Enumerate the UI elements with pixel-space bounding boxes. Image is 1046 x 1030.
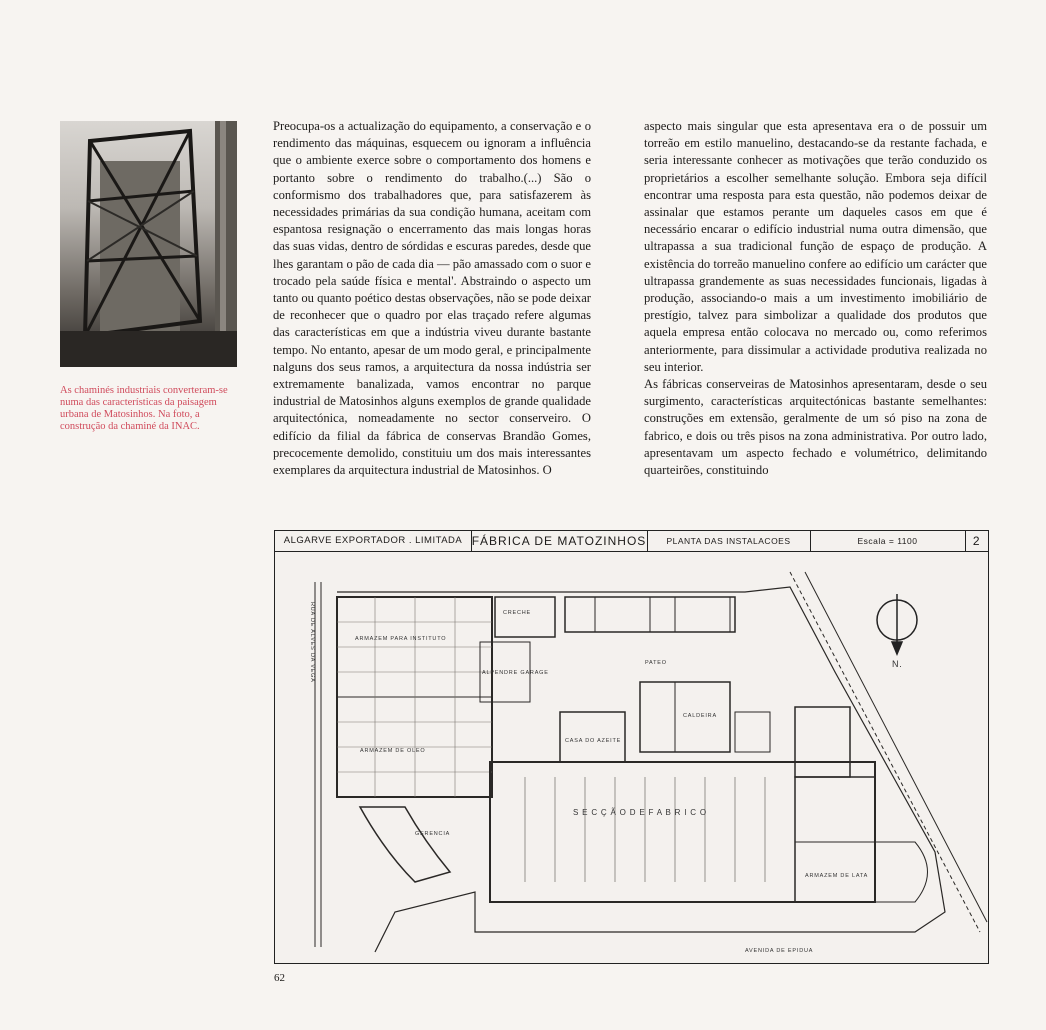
plan-company: ALGARVE EXPORTADOR . LIMITADA [275, 531, 472, 551]
plan-label-armazem-instituto: ARMAZEM PARA INSTITUTO [355, 636, 447, 642]
plan-label-street-left: RUA DE ALVES DA VEGA [309, 602, 315, 683]
plan-drawing [275, 552, 988, 963]
plan-label-seccao-fabrico: S E C Ç Ã O D E F A B R I C O [573, 808, 707, 817]
plan-label-armazem-lata: ARMAZEM DE LATA [805, 873, 869, 879]
photo-caption: As chaminés industriais converteram-se numa das características da paisagem urbana de Matosinhos. Na foto, a construção da chaminé da INAC. [60, 385, 228, 432]
page-number: 62 [274, 972, 285, 984]
factory-floor-plan [274, 530, 989, 964]
plan-label-gerencia: GERENCIA [415, 831, 451, 837]
text-column-left [273, 118, 591, 479]
plan-label-caldeira: CALDEIRA [683, 713, 717, 719]
plan-title: FÁBRICA DE MATOZINHOS [471, 531, 648, 551]
body-paragraph: aspecto mais singular que esta apresentava era o de possuir um torreão em estilo manuelino, destacando-se da restante fachada, e seria interessante conhecer as motivações que terão conduzido os proprietários a escolher semelhante solução. Embora seja difícil encontrar uma resposta para esta questão, não podemos deixar de assinalar que estamos perante um daqueles casos em que é necessário encarar o edifício industrial numa outra dimensão, que ultrapassa a sua tradicional função de espaço de produção. A existência do torreão manuelino confere ao edifício um carácter que ultrapassa grandemente as suas necessidades funcionais, ligadas à produção, associando-o mais a um investimento imobiliário de prestígio, talvez para simbolizar a qualidade dos produtos que aquela empresa então colocava no mercado ou, como referimos anteriormente, para dissimular a actividade produtiva realizada no seu interior. [644, 119, 987, 374]
chimney-photo [60, 121, 237, 367]
body-paragraph: Preocupa-os a actualização do equipamento, a conservação e o rendimento das máquinas, esquecem ou ignoram a influência que o ambiente exerce sobre o comportamento dos homens e portanto sobre o rendimento do trabalho.(...) São o conformismo dos trabalhadores que, para satisfazerem às necessidades primárias da sua condição humana, aceitam com espantosa resignação o encerramento das mais longas horas das suas vidas, dentro de sórdidas e escuras paredes, desde que lhes garantam o pão de cada dia — pão amassado com o suor e trocado pela saúde física e mental'. Abstraindo o aspecto um tanto ou quanto poético destas observações, não se pode deixar de reconhecer que o quadro por elas traçado refere algumas das características em que a indústria viveu durante bastante tempo. No entanto, apesar de um modo geral, e principalmente nalguns dos seus ramos, a arquitectura da nossa indústria ser extremamente banalizada, vamos encontrar no parque industrial de Matosinhos alguns exemplos de grande qualidade arquitectónica, nomeadamente no sector conserveiro. O edifício da filial da fábrica de conservas Brandão Gomes, precocemente demolido, constituiu um dos mais interessantes exemplares da arquitectura industrial de Matosinhos. O [273, 119, 591, 478]
plan-label-north: N. [892, 659, 903, 669]
text-column-right [644, 118, 987, 479]
plan-number: 2 [972, 534, 981, 548]
north-arrow-icon [877, 594, 917, 654]
plan-label-armazem-oleo: ARMAZEM DE OLEO [360, 748, 426, 754]
plan-label-alpendre: ALPENDRE GARAGE [482, 670, 549, 676]
plan-subtitle: PLANTA DAS INSTALACOES [647, 531, 811, 551]
chimney-scaffold-icon [60, 121, 237, 367]
body-paragraph: As fábricas conserveiras de Matosinhos apresentaram, desde o seu surgimento, características arquitectónicas bastante semelhantes: construções em extensão, geralmente de um só piso na zona de fabrico, e dois ou três pisos na zona administrativa. Por outro lado, apresentavam um aspecto fechado e volumétrico, delimitando quarteirões, constituindo [644, 377, 987, 478]
plan-scale: Escala = 1100 [810, 531, 966, 551]
plan-label-casa-azeite: CASA DO AZEITE [565, 738, 622, 744]
plan-label-patio: PATEO [645, 660, 667, 666]
plan-label-street-bottom: AVENIDA DE EPIDUA [745, 948, 814, 954]
plan-label-creche: CRECHE [503, 610, 532, 616]
plan-title-block [275, 531, 988, 552]
